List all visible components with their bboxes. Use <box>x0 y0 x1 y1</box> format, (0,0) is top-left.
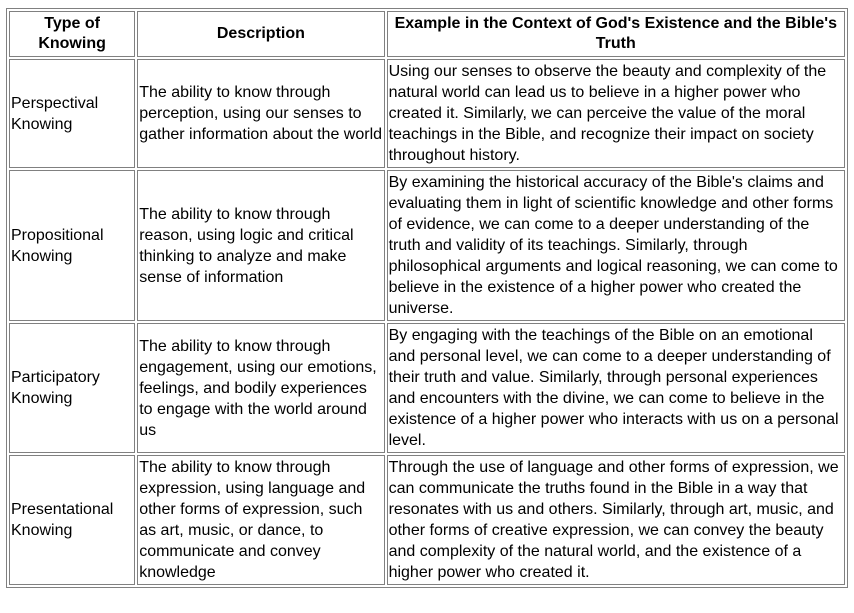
cell-description: The ability to know through engagement, using our emotions, feelings, and bodily experiences to engage with the world around us <box>137 323 384 453</box>
table-row <box>9 59 845 168</box>
cell-example: By engaging with the teachings of the Bible on an emotional and personal level, we can come to a deeper understanding of their truth and value. Similarly, through personal experiences and encounters with the divine, we can come to believe in the existence of a higher power who interacts with us on a personal level. <box>387 323 845 453</box>
knowing-table <box>6 8 848 588</box>
cell-example: Through the use of language and other forms of expression, we can communicate the truths found in the Bible in a way that resonates with us and others. Similarly, through art, music, and other forms of creative expression, we can convey the beauty and complexity of the natural world, and the existence of a higher power who created it. <box>387 455 845 585</box>
header-example: Example in the Context of God's Existence and the Bible's Truth <box>387 11 845 57</box>
header-type: Type of Knowing <box>9 11 135 57</box>
cell-type: Participatory Knowing <box>9 323 135 453</box>
cell-description: The ability to know through reason, using logic and critical thinking to analyze and make sense of information <box>137 170 384 321</box>
table-row <box>9 455 845 585</box>
cell-description: The ability to know through perception, using our senses to gather information about the world <box>137 59 384 168</box>
cell-example: By examining the historical accuracy of the Bible's claims and evaluating them in light of scientific knowledge and other forms of evidence, we can come to a deeper understanding of the truth and validity of its teachings. Similarly, through philosophical arguments and logical reasoning, we can come to believe in the existence of a higher power who created the universe. <box>387 170 845 321</box>
table-row <box>9 170 845 321</box>
cell-type: Perspectival Knowing <box>9 59 135 168</box>
header-description: Description <box>137 11 384 57</box>
cell-type: Propositional Knowing <box>9 170 135 321</box>
cell-type: Presentational Knowing <box>9 455 135 585</box>
header-row <box>9 11 845 57</box>
table-row <box>9 323 845 453</box>
cell-example: Using our senses to observe the beauty and complexity of the natural world can lead us to believe in a higher power who created it. Similarly, we can perceive the value of the moral teachings in the Bible, and recognize their impact on society throughout history. <box>387 59 845 168</box>
cell-description: The ability to know through expression, using language and other forms of expression, such as art, music, or dance, to communicate and convey knowledge <box>137 455 384 585</box>
